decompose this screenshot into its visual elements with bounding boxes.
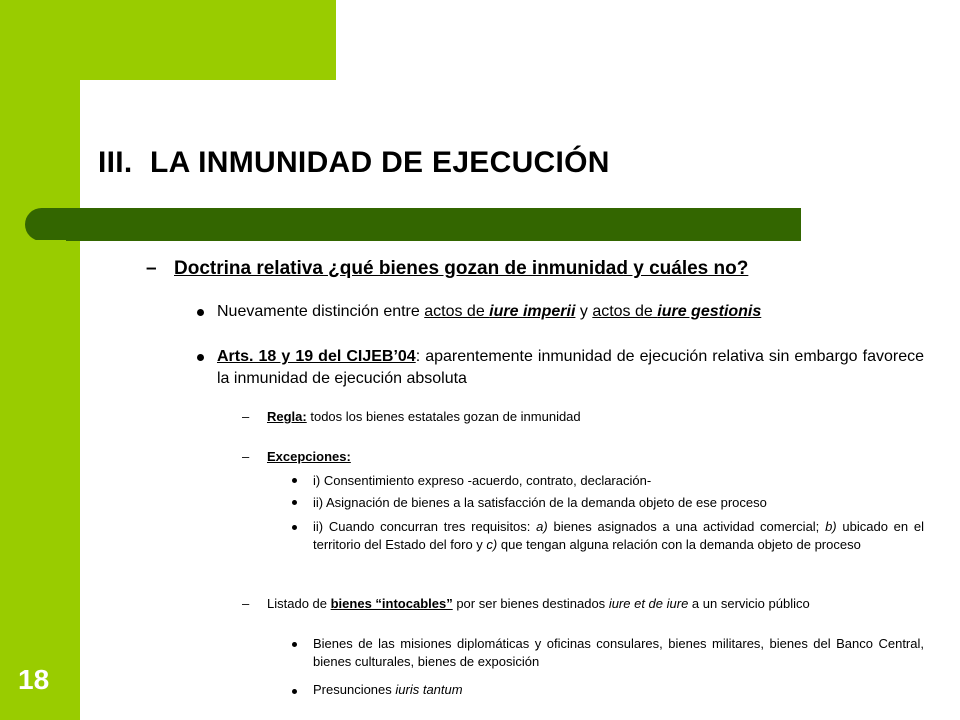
item3-t3: ubicado en el territorio del Estado del foro y: [313, 519, 925, 552]
excepcion-item-1: i) Consentimiento expreso -acuerdo, contrato, declaración-: [313, 473, 652, 488]
excepcion-item-3: [313, 518, 924, 554]
p2-lead: Arts. 18 y 19 del CIJEB’04: [217, 348, 416, 365]
p1-a1-italic: iure imperii: [489, 303, 576, 320]
regla-text: todos los bienes estatales gozan de inmunidad: [306, 409, 581, 424]
p1-mid: y: [575, 303, 593, 320]
page-number: 18: [18, 664, 50, 695]
p1-actos-gestionis: [592, 303, 761, 320]
dash-marker: –: [146, 258, 157, 279]
bullet-icon: [292, 525, 297, 530]
bullet-icon: [292, 500, 297, 505]
slide-title: [98, 146, 610, 180]
corner-curve: [80, 80, 128, 128]
item3-c: c): [486, 537, 498, 552]
p1-a1: actos de: [424, 303, 490, 320]
paragraph-articles: [217, 346, 924, 390]
listado-item-2: [313, 682, 463, 697]
title-number: III.: [98, 146, 133, 179]
excepciones-label: Excepciones:: [267, 449, 351, 464]
bullet-icon: [197, 354, 204, 361]
item3-t4: que tengan alguna relación con la demanda objeto de proceso: [497, 537, 861, 552]
listado-post: a un servicio público: [688, 596, 810, 611]
bullet-icon: [292, 478, 297, 483]
p1-a2: actos de: [592, 303, 658, 320]
section-heading: Doctrina relativa ¿qué bienes gozan de inmunidad y cuáles no?: [174, 258, 749, 279]
item3-b: b): [825, 519, 837, 534]
listado-paragraph: [267, 595, 924, 613]
dash-marker: –: [242, 596, 250, 611]
item3-a: a): [536, 519, 548, 534]
band-mask: [0, 240, 66, 244]
listado-last-italic: iuris tantum: [395, 682, 463, 697]
regla-line: [267, 409, 581, 424]
title-text: LA INMUNIDAD DE EJECUCIÓN: [150, 146, 610, 179]
regla-label: Regla:: [267, 409, 307, 424]
bullet-icon: [197, 309, 204, 316]
listado-item-1: Bienes de las misiones diplomáticas y oficinas consulares, bienes militares, bienes del Banco Central, bienes culturales, bienes de exposición: [313, 636, 924, 669]
listado-intocables: bienes “intocables”: [330, 596, 453, 611]
top-accent-block: [80, 0, 336, 80]
left-accent-bar: [0, 0, 80, 720]
title-divider-band: [25, 208, 801, 241]
dash-marker: –: [242, 409, 250, 424]
p1-a2-italic: iure gestionis: [657, 303, 762, 320]
bullet-icon: [292, 642, 297, 647]
listado-mid: por ser bienes destinados: [452, 596, 609, 611]
listado-last-pre: Presunciones: [313, 682, 396, 697]
item3-t1: ii) Cuando concurran tres requisitos:: [313, 519, 537, 534]
excepcion-item-2: ii) Asignación de bienes a la satisfacción de la demanda objeto de ese proceso: [313, 495, 767, 510]
paragraph-distinction: [217, 303, 761, 321]
p1-pre: Nuevamente distinción entre: [217, 303, 425, 320]
listado-italic: iure et de iure: [608, 596, 689, 611]
dash-marker: –: [242, 449, 250, 464]
bullet-icon: [292, 689, 297, 694]
p1-actos-imperii: [424, 303, 575, 320]
item3-t2: bienes asignados a una actividad comercial;: [547, 519, 826, 534]
p2-rest: : aparentemente inmunidad de ejecución relativa sin embargo favorece la inmunidad de ejecución absoluta: [217, 348, 924, 387]
listado-pre: Listado de: [267, 596, 331, 611]
